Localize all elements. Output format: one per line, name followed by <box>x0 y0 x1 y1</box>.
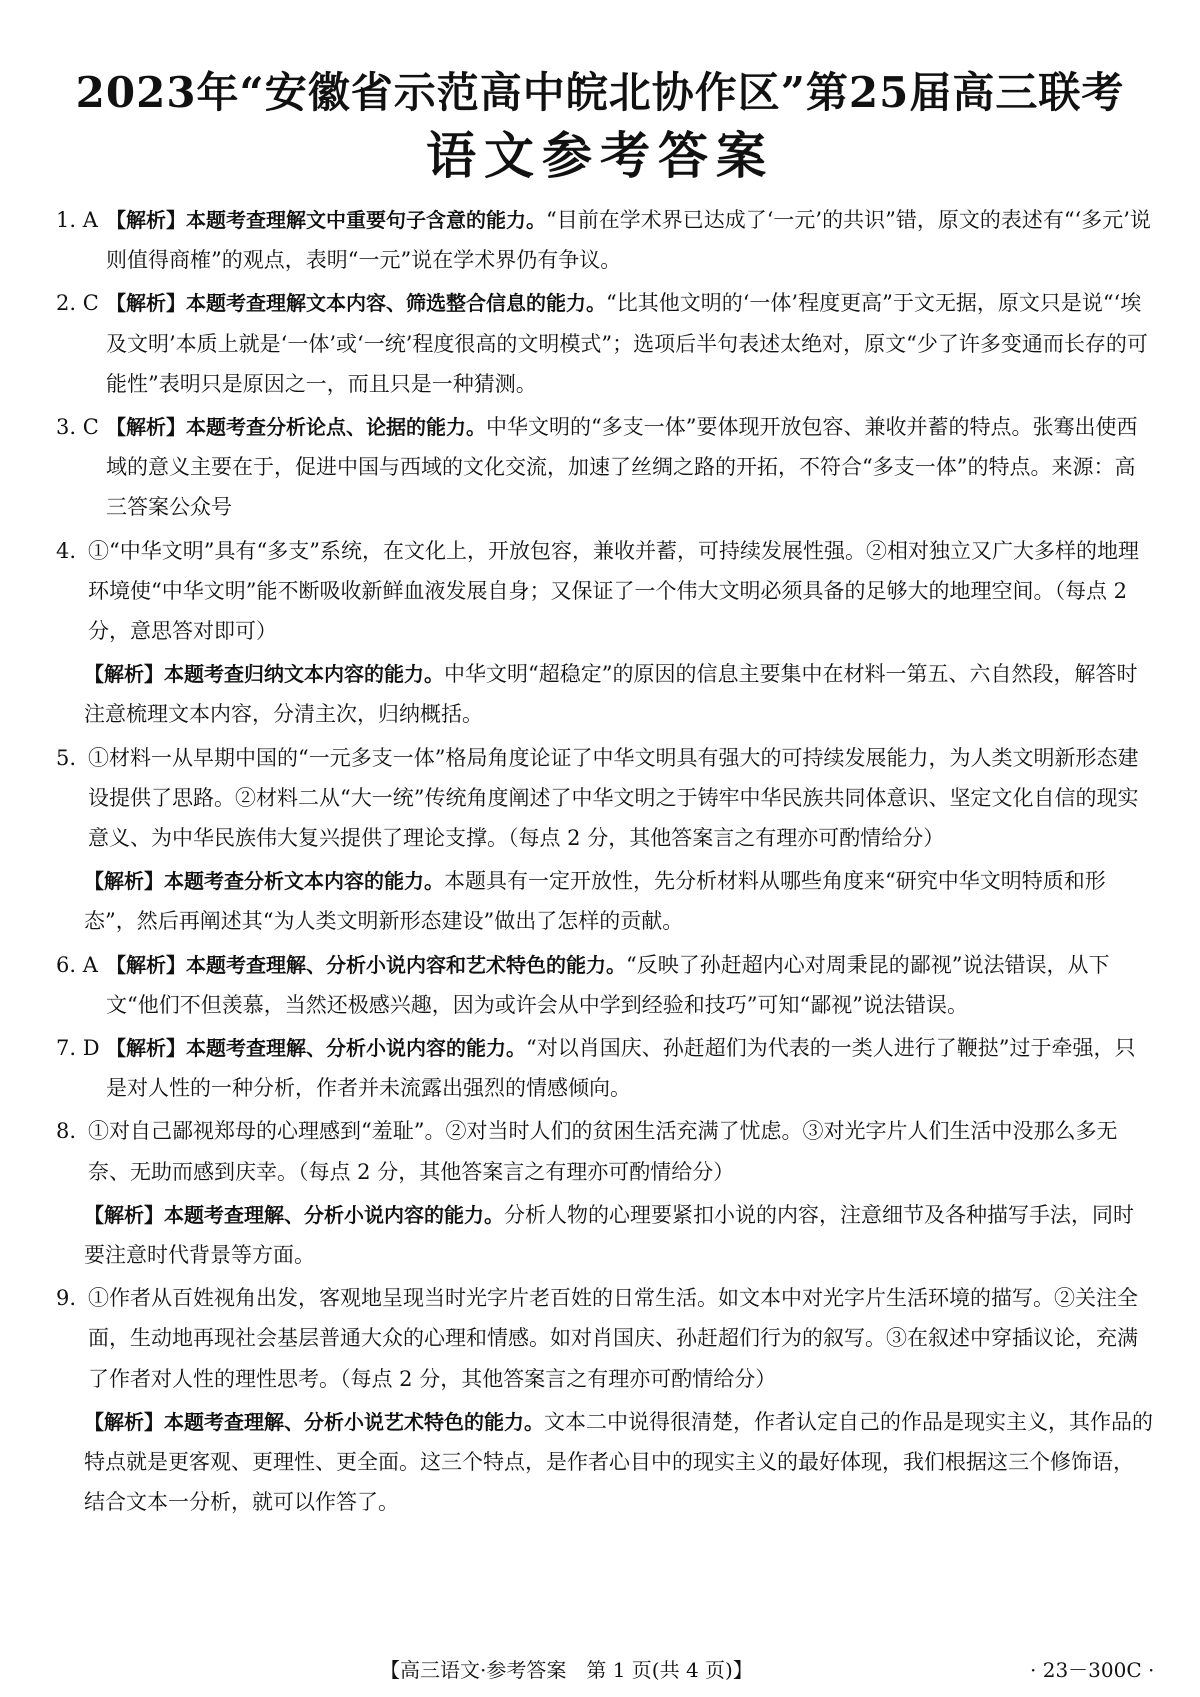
analysis-note <box>56 1402 1154 1523</box>
answer-number: 9. <box>56 1286 77 1311</box>
answer-item <box>56 738 1154 859</box>
answer-number: 7. D <box>56 1036 100 1061</box>
footer-code: · 23－300C · <box>1030 1658 1155 1682</box>
analysis-label: 【解析】本题考查理解文中重要句子含意的能力。 <box>106 208 546 232</box>
answer-text <box>88 738 1154 859</box>
analysis-label: 【解析】本题考查分析论点、论据的能力。 <box>106 415 486 440</box>
analysis-body: 分析人物的心理要紧扣小说的内容，注意细节及各种描写手法，同时要注意时代背景等方面。 <box>84 1202 1134 1268</box>
answer-item <box>56 407 1154 528</box>
answer-item <box>56 1028 1154 1108</box>
answer-text <box>88 1111 1154 1191</box>
analysis-label: 【解析】本题考查归纳文本内容的能力。 <box>84 662 444 687</box>
answer-item <box>56 531 1154 652</box>
analysis-label: 【解析】本题考查理解文本内容、筛选整合信息的能力。 <box>106 291 606 316</box>
answer-body: ①材料一从早期中国的“一元多支一体”格局角度论证了中华文明具有强大的可持续发展能力，为人类文明新形态建设提供了思路。②材料二从“大一统”传统角度阐述了中华文明之于铸牢中华民族共同体意识、坚定文化自信的现实意义、为中华民族伟大复兴提供了理论支撑。（每点 2 分，其他答案言之有理亦可酌情给分） <box>88 745 1139 851</box>
analysis-body: 文本二中说得很清楚，作者认定自己的作品是现实主义，其作品的特点就是更客观、更理性、更全面。这三个特点，是作者心目中的现实主义的最好体现，我们根据这三个修饰语，结合文本一分析，就可以作答了。 <box>84 1409 1153 1515</box>
answer-item <box>56 1111 1154 1191</box>
answer-item <box>56 1278 1154 1399</box>
answer-text <box>88 945 1154 1025</box>
answer-body: ①对自己鄙视郑母的心理感到“羞耻”。②对当时人们的贫困生活充满了忧虑。③对光字片人们生活中没那么多无奈、无助而感到庆幸。（每点 2 分，其他答案言之有理亦可酌情给分） <box>88 1119 1118 1184</box>
answer-number: 8. <box>56 1119 77 1144</box>
analysis-note <box>56 861 1154 941</box>
analysis-label: 【解析】本题考查分析文本内容的能力。 <box>84 869 444 894</box>
answer-text <box>88 283 1154 404</box>
answer-item <box>56 283 1154 404</box>
analysis-label: 【解析】本题考查理解、分析小说内容的能力。 <box>106 1036 526 1061</box>
answer-body: “反映了孙赶超内心对周秉昆的鄙视”说法错误，从下文“他们不但羡慕，当然还极感兴趣，因为或许会从中学到经验和技巧”可知“鄙视”说法错误。 <box>106 952 1110 1017</box>
answer-text <box>88 1028 1154 1108</box>
answer-number: 2. C <box>56 291 99 316</box>
document-subtitle: 语文参考答案 <box>426 126 774 185</box>
answer-body: “对以肖国庆、孙赶超们为代表的一类人进行了鞭挞”过于牵强，只是对人性的一种分析，作者并未流露出强烈的情感倾向。 <box>106 1036 1136 1101</box>
analysis-note <box>56 1195 1154 1275</box>
analysis-note <box>56 654 1154 734</box>
answer-body: “比其他文明的‘一体’程度更高”于文无据，原文只是说“‘埃及文明’本质上就是‘一体’或‘一统’程度很高的文明模式”；选项后半句表述太绝对，原文“少了许多变通而长存的可能性”表明只是原因之一，而且只是一种猜测。 <box>106 291 1148 396</box>
answer-body: “目前在学术界已达成了‘一元’的共识”错，原文的表述有“‘多元’说则值得商榷”的观点，表明“一元”说在学术界仍有争议。 <box>106 208 1151 273</box>
answer-number: 1. A <box>56 208 98 232</box>
analysis-label: 【解析】本题考查理解、分析小说内容的能力。 <box>84 1202 504 1227</box>
analysis-label: 【解析】本题考查理解、分析小说艺术特色的能力。 <box>84 1409 544 1434</box>
analysis-label: 【解析】本题考查理解、分析小说内容和艺术特色的能力。 <box>106 952 626 977</box>
answer-body: 中华文明的“多支一体”要体现开放包容、兼收并蓄的特点。张骞出使西域的意义主要在于，促进中国与西域的文化交流，加速了丝绸之路的开拓，不符合“多支一体”的特点。来源：高三答案公众号 <box>106 415 1138 520</box>
answer-body: ①“中华文明”具有“多支”系统，在文化上，开放包容，兼收并蓄，可持续发展性强。②相对独立又广大多样的地理环境使“中华文明”能不断吸收新鲜血液发展自身；又保证了一个伟大文明必须具备的足够大的地理空间。（每点 2 分，意思答对即可） <box>88 538 1139 644</box>
answer-text <box>88 200 1154 280</box>
answer-body: ①作者从百姓视角出发，客观地呈现当时光字片老百姓的日常生活。如文本中对光字片生活环境的描写。②关注全面，生动地再现社会基层普通大众的心理和情感。如对肖国庆、孙赶超们行为的叙写。③在叙述中穿插议论，充满了作者对人性的理性思考。（每点 2 分，其他答案言之有理亦可酌情给分） <box>88 1286 1138 1391</box>
answer-number: 3. C <box>56 415 99 440</box>
answer-text <box>88 531 1154 652</box>
document-title: 2023年“安徽省示范高中皖北协作区”第25届高三联考 <box>75 68 1125 117</box>
answer-text <box>88 1278 1154 1399</box>
analysis-body: 中华文明“超稳定”的原因的信息主要集中在材料一第五、六自然段，解答时注意梳理文本内容，分清主次，归纳概括。 <box>84 662 1138 727</box>
footer-page-info: 【高三语文·参考答案 第 1 页(共 4 页)】 <box>380 1658 753 1682</box>
answer-item <box>56 945 1154 1025</box>
answer-text <box>88 407 1154 528</box>
answer-number: 5. <box>56 745 77 770</box>
answer-number: 4. <box>56 538 77 563</box>
answer-number: 6. A <box>56 952 98 977</box>
analysis-body: 本题具有一定开放性，先分析材料从哪些角度来“研究中华文明特质和形态”，然后再阐述其“为人类文明新形态建设”做出了怎样的贡献。 <box>84 869 1106 934</box>
answers-list <box>56 200 1154 1526</box>
answer-item <box>56 200 1154 280</box>
